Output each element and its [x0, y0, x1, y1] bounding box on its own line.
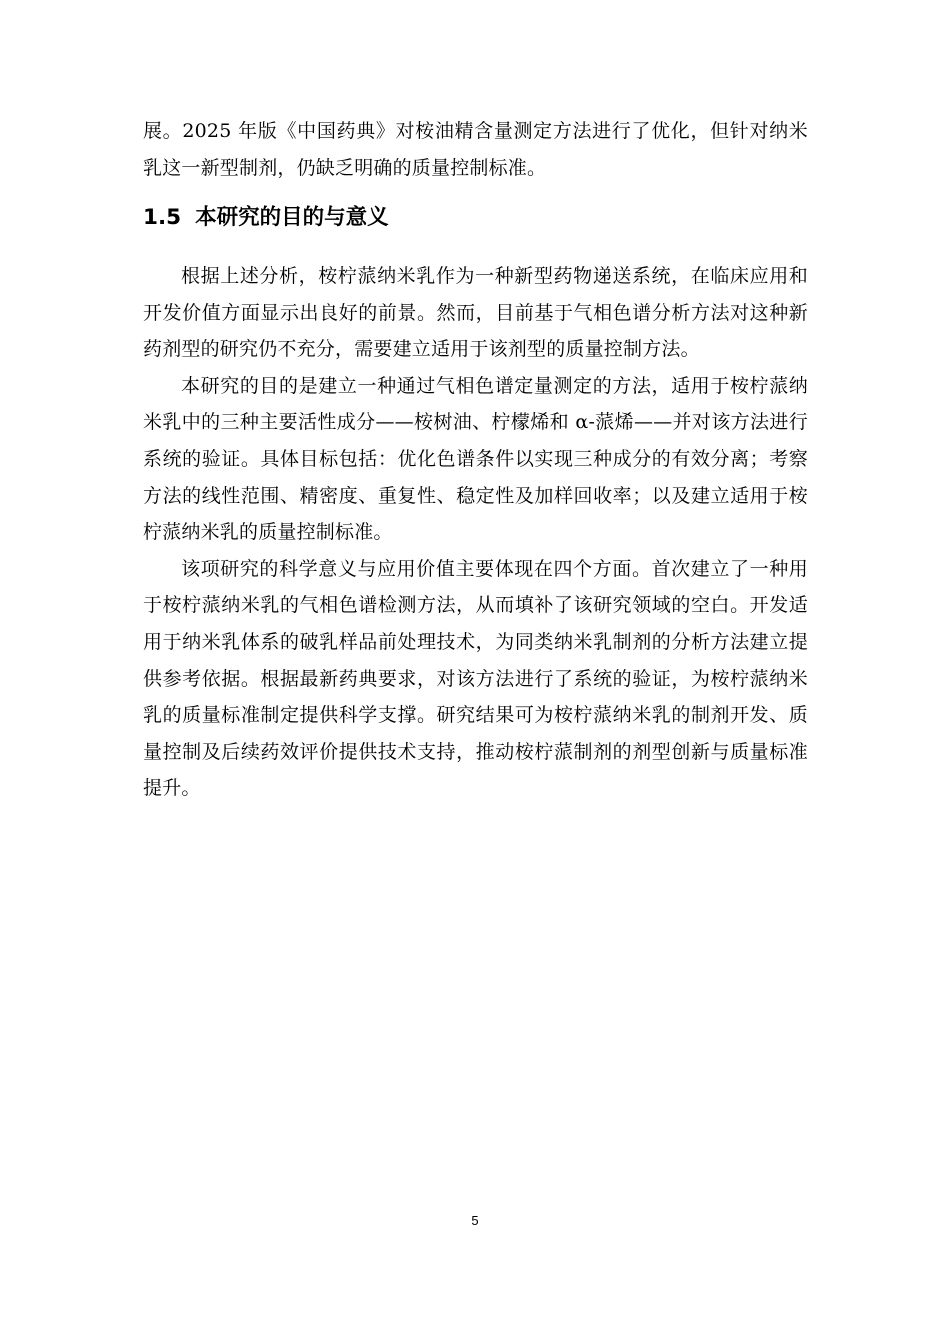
continuation-text: 展。2025 年版《中国药典》对桉油精含量测定方法进行了优化，但针对纳米乳这一新型制剂，仍缺乏明确的质量控制标准。 [143, 120, 808, 179]
section-title: 本研究的目的与意义 [195, 205, 389, 230]
section-heading [143, 200, 389, 236]
section-number: 1.5 [143, 205, 182, 230]
section-body [143, 258, 808, 807]
paragraph-background: 根据上述分析，桉柠蒎纳米乳作为一种新型药物递送系统，在临床应用和开发价值方面显示出良好的前景。然而，目前基于气相色谱分析方法对这种新药剂型的研究仍不充分，需要建立适用于该剂型的质量控制方法。 [143, 265, 808, 361]
continuation-paragraph [143, 113, 808, 186]
paragraph-objectives: 本研究的目的是建立一种通过气相色谱定量测定的方法，适用于桉柠蒎纳米乳中的三种主要活性成分——桉树油、柠檬烯和 α-蒎烯——并对该方法进行系统的验证。具体目标包括：优化色谱条件以实现三种成分的有效分离；考察方法的线性范围、精密度、重复性、稳定性及加样回收率；以及建立适用于桉柠蒎纳米乳的质量控制标准。 [143, 374, 808, 544]
page-number: 5 [471, 1213, 479, 1228]
paragraph-significance: 该项研究的科学意义与应用价值主要体现在四个方面。首次建立了一种用于桉柠蒎纳米乳的气相色谱检测方法，从而填补了该研究领域的空白。开发适用于纳米乳体系的破乳样品前处理技术，为同类纳米乳制剂的分析方法建立提供参考依据。根据最新药典要求，对该方法进行了系统的验证，为桉柠蒎纳米乳的质量标准制定提供科学支撑。研究结果可为桉柠蒎纳米乳的制剂开发、质量控制及后续药效评价提供技术支持，推动桉柠蒎制剂的剂型创新与质量标准提升。 [143, 557, 808, 800]
